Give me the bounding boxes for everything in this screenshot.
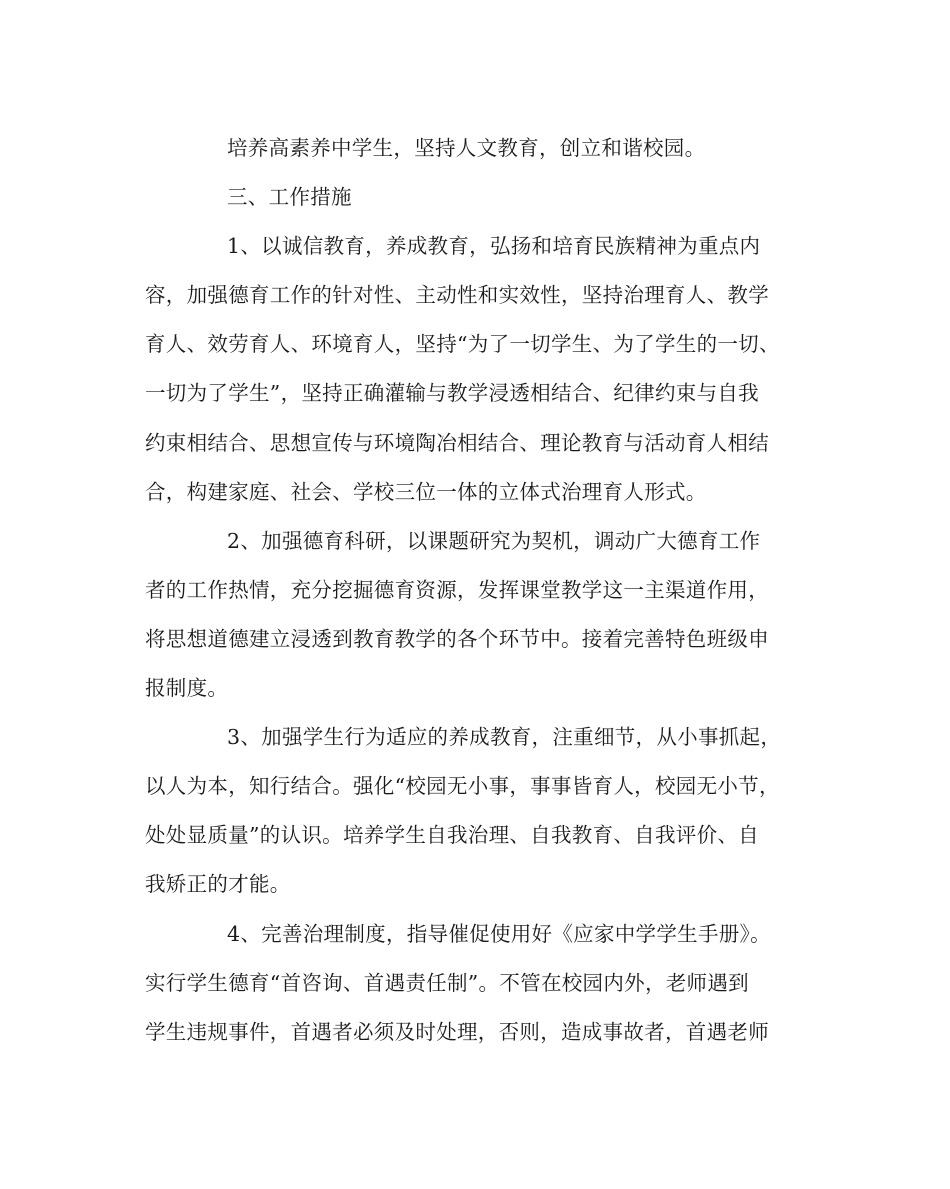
text-line: 约束相结合、思想宣传与环境陶冶相结合、理论教育与活动育人相结 [145, 430, 769, 455]
text-line: 学生违规事件，首遇者必须及时处理，否则，造成事故者，首遇老师 [145, 1019, 769, 1044]
text-line: 我矫正的才能。 [145, 872, 291, 897]
text-line: 一切为了学生”，坚持正确灌输与教学浸透相结合、纪律约束与自我 [145, 381, 759, 406]
text-line: 报制度。 [145, 676, 229, 701]
section-heading: 三、工作措施 [227, 185, 352, 210]
text-line: 处处显质量”的认识。培养学生自我治理、自我教育、自我评价、自 [145, 823, 759, 848]
text-line: 实行学生德育“首咨询、首遇责任制”。不管在校园内外，老师遇到 [145, 970, 749, 995]
text-line: 育人、效劳育人、环境育人，坚持“为了一切学生、为了学生的一切、 [145, 332, 780, 357]
text-line: 3、加强学生行为适应的养成教育，注重细节，从小事抓起， [227, 725, 782, 750]
text-line: 合，构建家庭、社会、学校三位一体的立体式治理育人形式。 [145, 479, 707, 504]
text-line: 4、完善治理制度，指导催促使用好《应家中学学生手册》。 [227, 921, 771, 946]
text-line: 将思想道德建立浸透到教育教学的各个环节中。接着完善特色班级申 [145, 626, 769, 651]
text-line: 以人为本，知行结合。强化“校园无小事，事事皆育人，校园无小节， [145, 774, 780, 799]
document-body [145, 124, 805, 1057]
text-line: 1、以诚信教育，养成教育，弘扬和培育民族精神为重点内 [227, 234, 761, 259]
text-line: 2、加强德育科研，以课题研究为契机，调动广大德育工作 [227, 528, 761, 553]
text-line: 培养高素养中学生，坚持人文教育，创立和谐校园。 [227, 136, 706, 160]
text-line: 者的工作热情，充分挖掘德育资源，发挥课堂教学这一主渠道作用， [145, 577, 769, 602]
text-line: 容，加强德育工作的针对性、主动性和实效性，坚持治理育人、教学 [145, 283, 769, 308]
